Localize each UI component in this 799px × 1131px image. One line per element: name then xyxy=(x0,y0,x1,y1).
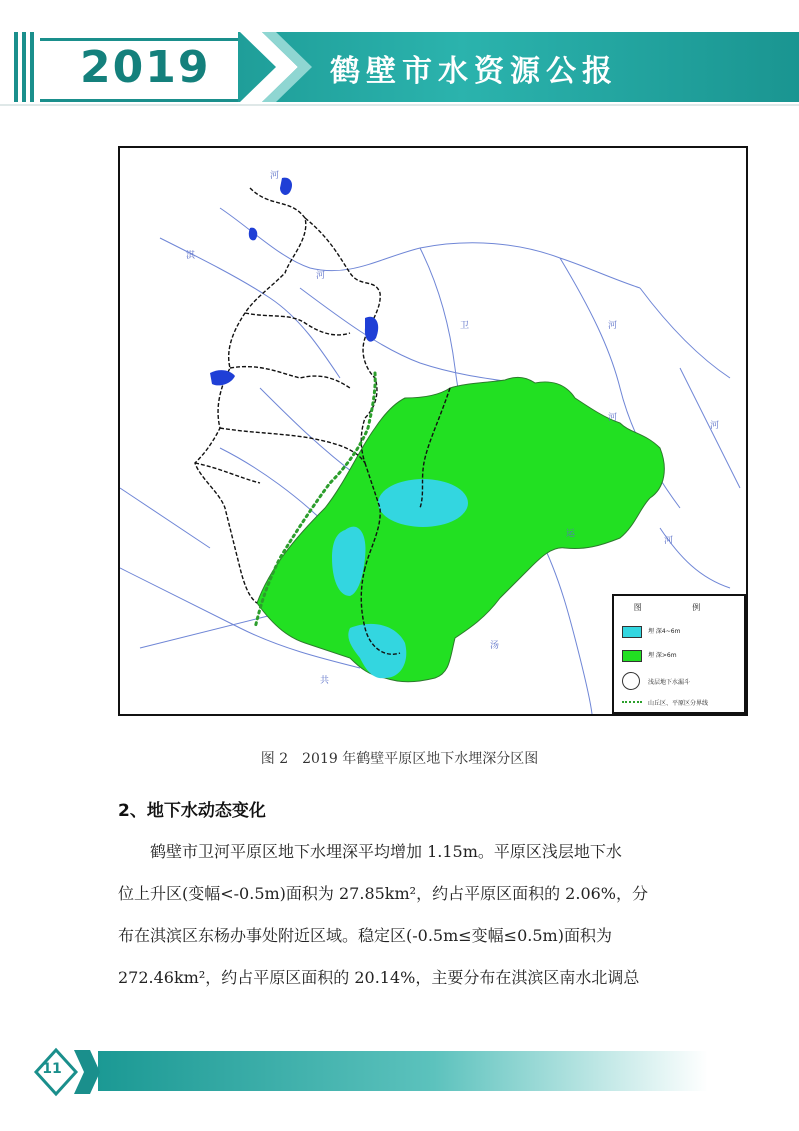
circle-icon xyxy=(622,672,640,690)
legend-label: 山丘区、平原区分界线 xyxy=(648,700,709,707)
river-label: 河 xyxy=(316,271,326,281)
page-number: 11 xyxy=(42,1061,62,1077)
legend-label: 埋 深4~6m xyxy=(648,628,681,635)
groundwater-depth-map xyxy=(118,146,748,716)
river-label: 共 xyxy=(320,676,330,686)
zone-depth-over-6m xyxy=(257,377,664,681)
legend-swatch xyxy=(622,650,642,662)
river-label: 汤 xyxy=(490,641,500,651)
paragraph-line: 布在淇滨区东杨办事处附近区域。稳定区(-0.5m≤变幅≤0.5m)面积为 xyxy=(118,926,612,945)
map-legend xyxy=(612,594,746,714)
report-title: 鹤壁市水资源公报 xyxy=(330,54,618,89)
legend-label: 埋 深>6m xyxy=(648,652,677,659)
section-heading: 2、地下水动态变化 xyxy=(118,801,266,821)
dotted-line-icon xyxy=(622,701,642,703)
river-label: 淇 xyxy=(186,251,196,261)
footer-bar xyxy=(98,1051,708,1091)
chevron-right-icon xyxy=(240,32,320,102)
river-label: 河 xyxy=(710,421,720,431)
page-header xyxy=(0,32,799,102)
river-label: 运 xyxy=(566,529,576,539)
river-label: 卫 xyxy=(460,321,470,331)
figure-caption: 图 2 2019 年鹤壁平原区地下水埋深分区图 xyxy=(260,751,539,767)
legend-title: 图 例 xyxy=(633,603,725,612)
header-divider xyxy=(0,104,799,106)
report-year: 2019 xyxy=(80,42,211,93)
paragraph-line: 272.46km²，约占平原区面积的 20.14%，主要分布在淇滨区南水北调总 xyxy=(118,968,640,987)
paragraph-line: 位上升区(变幅<-0.5m)面积为 27.85km²，约占平原区面积的 2.06%，分 xyxy=(118,884,649,903)
river-label: 河 xyxy=(270,171,280,181)
river-label: 河 xyxy=(664,536,674,546)
river-label: 河 xyxy=(608,413,618,423)
legend-swatch xyxy=(622,626,642,638)
river-label: 河 xyxy=(608,321,618,331)
paragraph-line: 鹤壁市卫河平原区地下水埋深平均增加 1.15m。平原区浅层地下水 xyxy=(118,842,622,861)
legend-label: 浅层地下水漏斗 xyxy=(648,679,691,686)
